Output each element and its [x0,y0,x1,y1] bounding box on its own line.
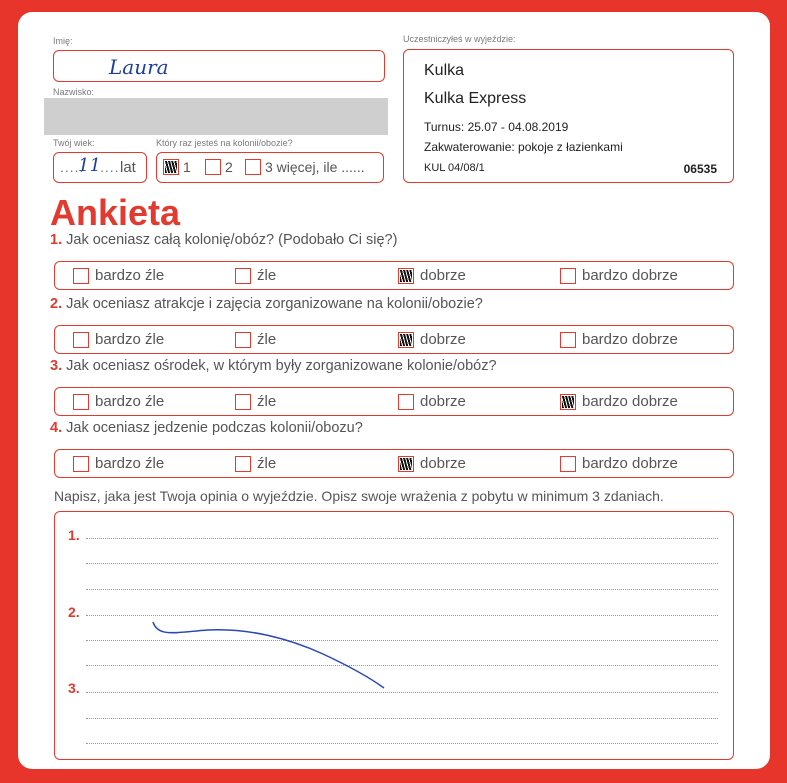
answer-option[interactable] [73,331,164,348]
writing-line [86,589,718,590]
checkbox-checked[interactable] [398,456,414,472]
survey-sheet [18,12,770,769]
answer-label: źle [257,267,277,284]
visit-option-1[interactable]: 1 [163,159,191,175]
answer-label: bardzo źle [95,393,165,410]
question-number: 1. [50,232,63,248]
survey-title: Ankieta [50,192,181,233]
checkbox-visit-3[interactable] [245,159,261,175]
answer-label: bardzo źle [95,267,165,284]
checkbox[interactable] [73,394,89,410]
visit-field [156,152,384,183]
question-2-title [50,296,483,312]
question-3-title [50,358,497,374]
answer-label: bardzo dobrze [582,455,678,472]
pen-stroke [148,616,388,696]
age-dots: ..... [60,159,85,175]
answer-option[interactable] [73,393,164,410]
visit-option-3[interactable]: 3 więcej, ile ...... [245,159,365,175]
answer-label: dobrze [420,455,466,472]
writing-line [86,743,718,744]
checkbox-visit-2[interactable] [205,159,221,175]
trip-program: Kulka Express [424,90,527,107]
writing-line [86,718,718,719]
answer-label: źle [257,455,277,472]
age-dots-2: ..... [100,159,125,175]
question-1-title [50,232,397,248]
question-2-answers [54,325,734,354]
answer-option[interactable] [398,455,466,472]
checkbox[interactable] [398,394,414,410]
checkbox[interactable] [235,268,251,284]
answer-label: dobrze [420,267,466,284]
question-4-title [50,420,363,436]
checkbox[interactable] [560,456,576,472]
answer-option[interactable] [235,455,276,472]
visit-option-2[interactable]: 2 [205,159,233,175]
checkbox-checked[interactable] [398,268,414,284]
question-text: Jak oceniasz całą kolonię/obóz? (Podobało Ci się?) [66,232,398,248]
answer-label: źle [257,331,277,348]
writing-line [86,563,718,564]
surname-label: Nazwisko: [53,87,95,97]
answer-label: źle [257,393,277,410]
answer-option[interactable] [73,267,164,284]
answer-option[interactable] [560,455,678,472]
trip-code: KUL 04/08/1 [424,162,485,174]
answer-option[interactable] [560,393,678,410]
trip-info-box [403,49,734,183]
answer-option[interactable] [398,393,466,410]
checkbox-visit-1[interactable] [163,159,179,175]
answer-label: bardzo dobrze [582,393,678,410]
age-unit: lat [120,159,136,176]
answer-option[interactable] [560,267,678,284]
trip-turnus: Turnus: 25.07 - 04.08.2019 [424,120,569,134]
question-text: Jak oceniasz jedzenie podczas kolonii/obozu? [66,420,363,436]
answer-label: bardzo źle [95,331,165,348]
question-1-answers [54,261,734,290]
checkbox[interactable] [235,394,251,410]
age-value: 11 [78,155,101,176]
question-4-answers [54,449,734,478]
question-number: 3. [50,358,63,374]
trip-number: 06535 [683,162,717,176]
answer-option[interactable] [235,267,276,284]
visit-label: Który raz jesteś na kolonii/obozie? [156,138,293,148]
answer-option[interactable] [398,267,466,284]
trip-accommodation: Zakwaterowanie: pokoje z łazienkami [424,140,623,154]
checkbox[interactable] [235,456,251,472]
answer-label: bardzo dobrze [582,331,678,348]
line-number-2: 2. [68,604,80,620]
answer-label: bardzo dobrze [582,267,678,284]
checkbox[interactable] [73,456,89,472]
opinion-prompt: Napisz, jaka jest Twoja opinia o wyjeździe. Opisz swoje wrażenia z pobytu w minimum 3 zdaniach. [54,488,664,504]
answer-option[interactable] [398,331,466,348]
checkbox[interactable] [560,332,576,348]
answer-option[interactable] [560,331,678,348]
checkbox[interactable] [235,332,251,348]
answer-label: dobrze [420,393,466,410]
question-3-answers [54,387,734,416]
checkbox-checked[interactable] [398,332,414,348]
answer-label: bardzo źle [95,455,165,472]
line-number-3: 3. [68,680,80,696]
name-label: Imię: [53,36,73,46]
writing-line [86,538,718,539]
checkbox[interactable] [73,268,89,284]
trip-name: Kulka [424,62,465,79]
checkbox[interactable] [560,268,576,284]
redacted-surname [44,98,388,135]
name-value: Laura [109,55,169,79]
participant-label: Uczestniczyłeś w wyjeździe: [403,34,516,44]
name-field[interactable] [53,50,385,82]
checkbox-checked[interactable] [560,394,576,410]
answer-label: dobrze [420,331,466,348]
checkbox[interactable] [73,332,89,348]
question-text: Jak oceniasz atrakcje i zajęcia zorganizowane na kolonii/obozie? [66,296,483,312]
line-number-1: 1. [68,527,80,543]
answer-option[interactable] [73,455,164,472]
question-text: Jak oceniasz ośrodek, w którym były zorganizowane kolonie/obóz? [66,358,497,374]
age-label: Twój wiek: [53,138,95,148]
answer-option[interactable] [235,331,276,348]
question-number: 4. [50,420,63,436]
age-field[interactable] [53,152,147,183]
question-number: 2. [50,296,63,312]
answer-option[interactable] [235,393,276,410]
